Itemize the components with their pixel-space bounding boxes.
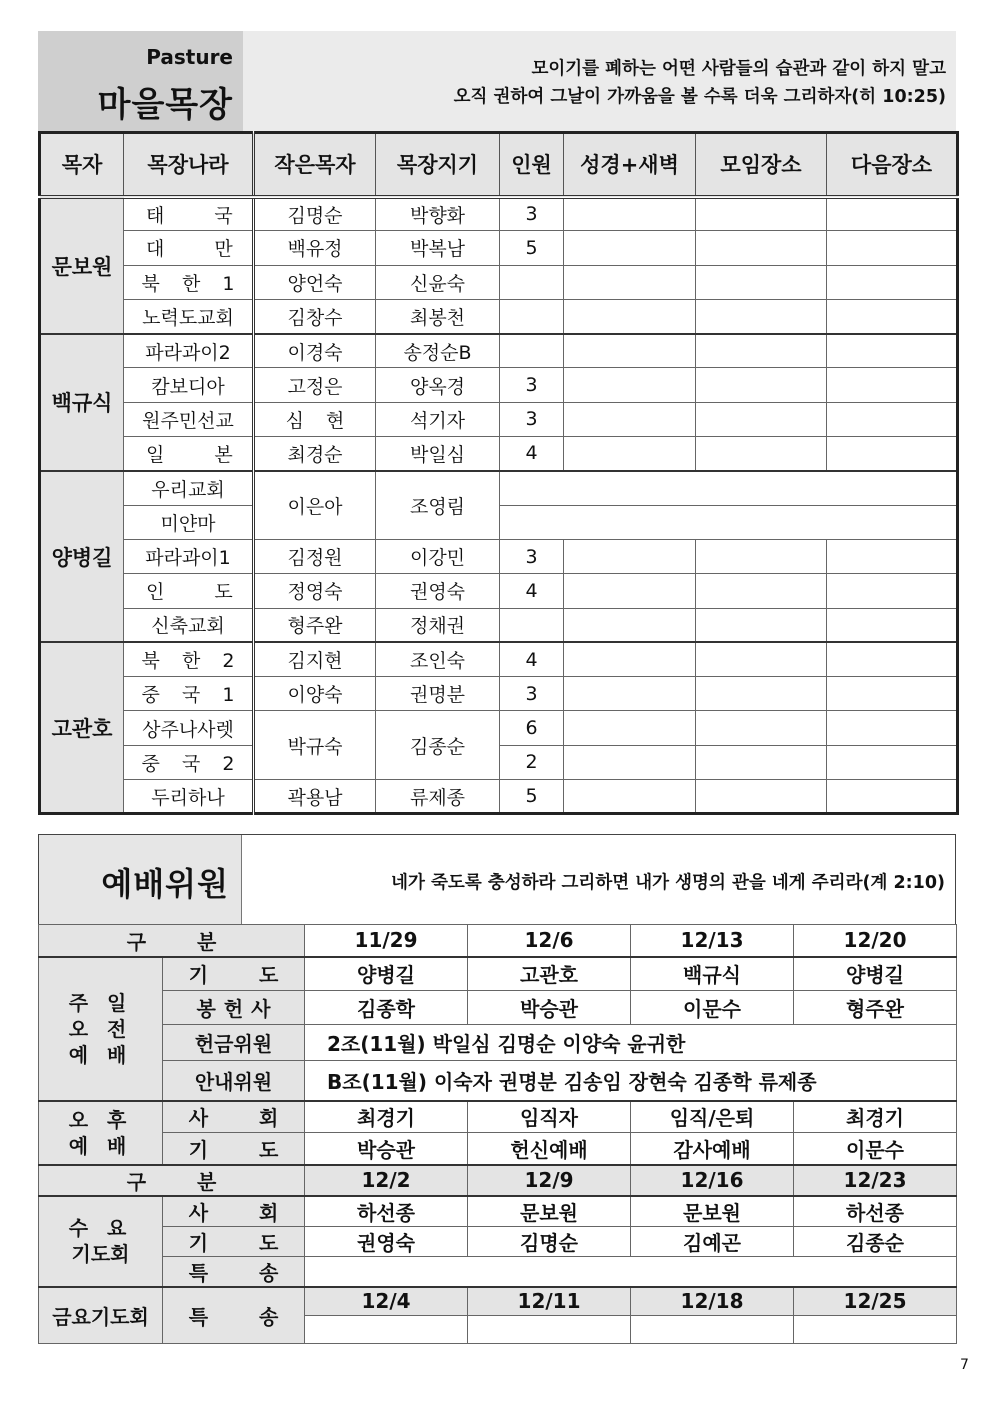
prayer-cell: 김예곤 (631, 1226, 794, 1256)
next-place-cell (827, 368, 958, 402)
next-place-cell (827, 402, 958, 436)
offering-label: 봉헌사 (163, 991, 305, 1025)
small-pastor-cell: 김명순 (254, 197, 376, 231)
country-cell: 북 한 1 (124, 265, 254, 299)
sunday-money-row (39, 1025, 957, 1061)
wednesday-host-row (39, 1196, 957, 1227)
bible-cell (564, 402, 696, 436)
meeting-place-cell (696, 780, 827, 814)
category-line: 주 일 (68, 990, 133, 1015)
next-place-cell (827, 539, 958, 573)
division-label: 구 분 (39, 1165, 305, 1196)
count-cell (500, 299, 564, 333)
date-cell: 12/23 (794, 1165, 957, 1196)
sunday-afternoon-category (39, 1101, 163, 1165)
meeting-place-cell (696, 265, 827, 299)
meeting-place-cell (696, 402, 827, 436)
bible-cell (564, 642, 696, 676)
count-cell: 4 (500, 642, 564, 676)
country-cell: 캄보디아 (124, 368, 254, 402)
keeper-cell: 최봉천 (376, 299, 500, 333)
count-cell: 5 (500, 780, 564, 814)
date-cell: 12/9 (468, 1165, 631, 1196)
division-label: 구 분 (39, 925, 305, 957)
date-row-wednesday (39, 1165, 957, 1196)
category-line: 오 후 (68, 1107, 133, 1132)
table-row (40, 711, 958, 745)
wednesday-category (39, 1196, 163, 1288)
count-cell: 3 (500, 402, 564, 436)
prayer-label: 기 도 (163, 1133, 305, 1165)
date-row-sunday (39, 925, 957, 957)
country-cell: 미얀마 (124, 505, 254, 539)
date-cell: 12/25 (794, 1287, 957, 1315)
small-pastor-cell: 고정은 (254, 368, 376, 402)
prayer-cell: 김명순 (468, 1226, 631, 1256)
next-place-cell (827, 231, 958, 265)
special-song-cell (794, 1315, 957, 1343)
keeper-cell: 권명분 (376, 677, 500, 711)
date-cell: 12/6 (468, 925, 631, 957)
keeper-cell: 석기자 (376, 402, 500, 436)
keeper-cell: 박복남 (376, 231, 500, 265)
host-cell: 문보원 (631, 1196, 794, 1227)
meeting-place-cell (696, 197, 827, 231)
count-cell: 2 (500, 745, 564, 779)
table-row (40, 574, 958, 608)
country-cell: 중 국 2 (124, 745, 254, 779)
prayer-cell: 양병길 (305, 957, 468, 991)
country-cell: 상주나사렛 (124, 711, 254, 745)
friday-category: 금요기도회 (39, 1287, 163, 1343)
meeting-place-cell (696, 299, 827, 333)
host-cell: 하선종 (794, 1196, 957, 1227)
count-cell: 6 (500, 711, 564, 745)
bible-cell (564, 334, 696, 368)
category-line: 기도회 (71, 1242, 130, 1267)
small-pastor-cell: 최경순 (254, 437, 376, 471)
count-cell: 3 (500, 368, 564, 402)
country-cell: 태 국 (124, 197, 254, 231)
category-line: 예 배 (68, 1042, 133, 1067)
meeting-place-cell (696, 368, 827, 402)
meeting-place-cell (696, 539, 827, 573)
col-header-country: 목장나라 (124, 133, 254, 197)
prayer-cell: 양병길 (794, 957, 957, 991)
country-cell: 우리교회 (124, 471, 254, 505)
count-cell: 3 (500, 197, 564, 231)
country-cell: 대 만 (124, 231, 254, 265)
small-pastor-cell: 김창수 (254, 299, 376, 333)
country-cell: 파라과이2 (124, 334, 254, 368)
small-pastor-cell: 양언숙 (254, 265, 376, 299)
category-line: 예 배 (68, 1133, 133, 1158)
keeper-cell: 양옥경 (376, 368, 500, 402)
next-place-cell (827, 265, 958, 299)
offering-cell: 이문수 (631, 991, 794, 1025)
pastor-name: 문보원 (40, 197, 124, 334)
friday-date-row (39, 1287, 957, 1315)
next-place-cell (827, 608, 958, 642)
table-row (40, 437, 958, 471)
country-cell: 노력도교회 (124, 299, 254, 333)
host-cell: 하선종 (305, 1196, 468, 1227)
keeper-cell: 류제종 (376, 780, 500, 814)
table-row (40, 334, 958, 368)
date-cell: 12/2 (305, 1165, 468, 1196)
prayer-label: 기 도 (163, 1226, 305, 1256)
bible-cell (564, 780, 696, 814)
prayer-cell: 박승관 (305, 1133, 468, 1165)
col-header-next-place: 다음장소 (827, 133, 958, 197)
prayer-cell: 고관호 (468, 957, 631, 991)
date-cell: 12/20 (794, 925, 957, 957)
keeper-cell: 조인숙 (376, 642, 500, 676)
table-row (40, 608, 958, 642)
small-pastor-cell: 이양숙 (254, 677, 376, 711)
sunday-usher-row (39, 1061, 957, 1101)
pasture-header (38, 31, 956, 131)
count-cell: 5 (500, 231, 564, 265)
table-row (40, 539, 958, 573)
keeper-cell: 박일심 (376, 437, 500, 471)
keeper-cell: 조영림 (376, 471, 500, 540)
prayer-cell: 김종순 (794, 1226, 957, 1256)
special-song-cell (305, 1256, 957, 1287)
special-song-label: 특 송 (163, 1287, 305, 1343)
next-place-cell (827, 677, 958, 711)
category-line: 오 전 (68, 1016, 133, 1041)
bible-cell (564, 197, 696, 231)
prayer-label: 기 도 (163, 957, 305, 991)
pasture-verse-line-1: 모이기를 폐하는 어떤 사람들의 습관과 같이 하지 말고 (531, 59, 946, 79)
bible-cell (564, 265, 696, 299)
empty-span-cell (500, 471, 958, 505)
host-cell: 최경기 (305, 1101, 468, 1133)
sunday-offering-row (39, 991, 957, 1025)
prayer-cell: 백규식 (631, 957, 794, 991)
next-place-cell (827, 780, 958, 814)
date-cell: 12/13 (631, 925, 794, 957)
country-cell: 북 한 2 (124, 642, 254, 676)
pastor-name: 고관호 (40, 642, 124, 813)
table-row (40, 265, 958, 299)
pastor-name: 양병길 (40, 471, 124, 642)
keeper-cell: 김종순 (376, 711, 500, 780)
small-pastor-cell: 김지현 (254, 642, 376, 676)
bible-cell (564, 437, 696, 471)
special-song-cell (631, 1315, 794, 1343)
country-cell: 신축교회 (124, 608, 254, 642)
offering-cell: 김종학 (305, 991, 468, 1025)
country-cell: 원주민선교 (124, 402, 254, 436)
table-row (40, 677, 958, 711)
bible-cell (564, 299, 696, 333)
col-header-keeper: 목장지기 (376, 133, 500, 197)
count-cell (500, 334, 564, 368)
small-pastor-cell: 심 현 (254, 402, 376, 436)
keeper-cell: 송정순B (376, 334, 500, 368)
date-cell: 12/16 (631, 1165, 794, 1196)
worship-title: 예배위원 (101, 865, 229, 903)
meeting-place-cell (696, 574, 827, 608)
date-cell: 12/4 (305, 1287, 468, 1315)
keeper-cell: 권영숙 (376, 574, 500, 608)
table-row (40, 471, 958, 505)
page-number: 7 (960, 1357, 969, 1373)
date-cell: 12/18 (631, 1287, 794, 1315)
meeting-place-cell (696, 437, 827, 471)
pasture-verse-line-2: 오직 권하여 그날이 가까움을 볼 수록 더욱 그리하자(히 10:25) (453, 87, 946, 107)
country-cell: 일 본 (124, 437, 254, 471)
next-place-cell (827, 711, 958, 745)
host-label: 사 회 (163, 1101, 305, 1133)
small-pastor-cell: 이경숙 (254, 334, 376, 368)
count-cell (500, 265, 564, 299)
date-cell: 11/29 (305, 925, 468, 957)
bible-cell (564, 539, 696, 573)
worship-title-box (39, 835, 242, 924)
table-row (40, 642, 958, 676)
host-cell: 임직자 (468, 1101, 631, 1133)
afternoon-prayer-row (39, 1133, 957, 1165)
country-cell: 인 도 (124, 574, 254, 608)
small-pastor-cell: 형주완 (254, 608, 376, 642)
count-cell: 4 (500, 574, 564, 608)
bible-cell (564, 711, 696, 745)
count-cell (500, 608, 564, 642)
worship-header (38, 834, 956, 924)
sunday-prayer-row (39, 957, 957, 991)
special-song-cell (305, 1315, 468, 1343)
next-place-cell (827, 642, 958, 676)
next-place-cell (827, 574, 958, 608)
category-line: 수 요 (68, 1216, 133, 1241)
next-place-cell (827, 299, 958, 333)
worship-table (38, 924, 957, 1344)
prayer-cell: 감사예배 (631, 1133, 794, 1165)
empty-span-cell (500, 505, 958, 539)
bible-cell (564, 231, 696, 265)
meeting-place-cell (696, 642, 827, 676)
special-song-cell (468, 1315, 631, 1343)
table-row (40, 299, 958, 333)
next-place-cell (827, 334, 958, 368)
country-cell: 파라과이1 (124, 539, 254, 573)
keeper-cell: 박향화 (376, 197, 500, 231)
col-header-count: 인원 (500, 133, 564, 197)
meeting-place-cell (696, 608, 827, 642)
money-committee-label: 헌금위원 (163, 1025, 305, 1061)
bible-cell (564, 368, 696, 402)
host-cell: 문보원 (468, 1196, 631, 1227)
small-pastor-cell: 김정원 (254, 539, 376, 573)
afternoon-host-row (39, 1101, 957, 1133)
money-committee-cell: 2조(11월) 박일심 김명순 이양숙 윤귀한 (305, 1025, 957, 1061)
pasture-title-en: Pasture (146, 45, 233, 69)
country-cell: 중 국 1 (124, 677, 254, 711)
host-label: 사 회 (163, 1196, 305, 1227)
small-pastor-cell: 이은아 (254, 471, 376, 540)
prayer-cell: 헌신예배 (468, 1133, 631, 1165)
offering-cell: 박승관 (468, 991, 631, 1025)
bible-cell (564, 745, 696, 779)
table-row (40, 402, 958, 436)
next-place-cell (827, 197, 958, 231)
special-song-label: 특 송 (163, 1256, 305, 1287)
prayer-cell: 권영숙 (305, 1226, 468, 1256)
small-pastor-cell: 백유정 (254, 231, 376, 265)
worship-verse: 네가 죽도록 충성하라 그리하면 내가 생명의 관을 네게 주리라(계 2:10) (391, 873, 945, 893)
pasture-table (38, 131, 959, 815)
small-pastor-cell: 박규숙 (254, 711, 376, 780)
pasture-title-ko: 마을목장 (97, 85, 233, 125)
col-header-small-pastor: 작은목자 (254, 133, 376, 197)
count-cell: 3 (500, 539, 564, 573)
bible-cell (564, 677, 696, 711)
col-header-meeting-place: 모임장소 (696, 133, 827, 197)
keeper-cell: 이강민 (376, 539, 500, 573)
offering-cell: 형주완 (794, 991, 957, 1025)
next-place-cell (827, 745, 958, 779)
small-pastor-cell: 곽용남 (254, 780, 376, 814)
count-cell: 3 (500, 677, 564, 711)
usher-committee-cell: B조(11월) 이숙자 권명분 김송임 장현숙 김종학 류제종 (305, 1061, 957, 1101)
meeting-place-cell (696, 334, 827, 368)
pastor-name: 백규식 (40, 334, 124, 471)
table-row (40, 231, 958, 265)
meeting-place-cell (696, 745, 827, 779)
count-cell: 4 (500, 437, 564, 471)
next-place-cell (827, 437, 958, 471)
pasture-title-box (38, 31, 243, 131)
pasture-header-row (40, 133, 958, 197)
small-pastor-cell: 정영숙 (254, 574, 376, 608)
date-cell: 12/11 (468, 1287, 631, 1315)
prayer-cell: 이문수 (794, 1133, 957, 1165)
keeper-cell: 정채권 (376, 608, 500, 642)
bible-cell (564, 574, 696, 608)
meeting-place-cell (696, 711, 827, 745)
host-cell: 임직/은퇴 (631, 1101, 794, 1133)
table-row (40, 197, 958, 231)
usher-committee-label: 안내위원 (163, 1061, 305, 1101)
col-header-pastor: 목자 (40, 133, 124, 197)
meeting-place-cell (696, 677, 827, 711)
table-row (40, 780, 958, 814)
bible-cell (564, 608, 696, 642)
keeper-cell: 신윤숙 (376, 265, 500, 299)
sunday-morning-category (39, 957, 163, 1101)
table-row (40, 368, 958, 402)
host-cell: 최경기 (794, 1101, 957, 1133)
wednesday-prayer-row (39, 1226, 957, 1256)
col-header-bible: 성경+새벽 (564, 133, 696, 197)
country-cell: 두리하나 (124, 780, 254, 814)
wednesday-special-row (39, 1256, 957, 1287)
meeting-place-cell (696, 231, 827, 265)
